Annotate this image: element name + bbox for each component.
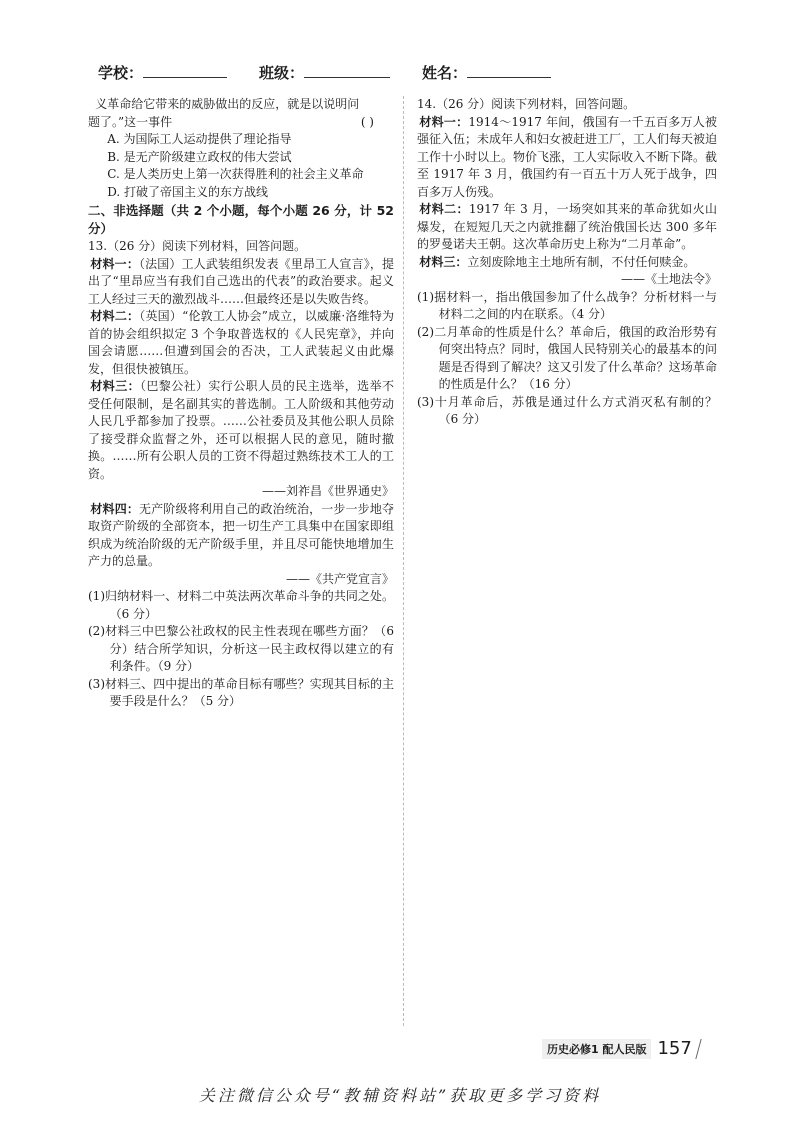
- name-blank[interactable]: [467, 63, 551, 78]
- handwritten-note: 关注微信公众号“教辅资料站”获取更多学习资料: [198, 1086, 602, 1105]
- q12-option-c[interactable]: C. 是人类历史上第一次获得胜利的社会主义革命: [107, 167, 364, 181]
- page-footer: [542, 1038, 699, 1059]
- footer-slash: [695, 1039, 701, 1059]
- q13-m2-text: （英国）“伦敦工人协会”成立，以威廉·洛维特为首的协会组织拟定 3 个争取普选权的《人民宪章》，并向国会请愿……但遭到国会的否决，工人武装起义由此爆发，但很快被镇压。: [88, 309, 394, 376]
- q12-answer-paren[interactable]: ( ): [360, 114, 374, 129]
- right-column: [417, 96, 717, 429]
- q13-question-3: (3)材料三、四中提出的革命目标有哪些？实现其目标的主要手段是什么？（5 分）: [88, 676, 394, 708]
- q12-continuation: 义革命给它带来的威胁做出的反应，就是以说明问 题了。”这一事件 ( ): [88, 96, 394, 131]
- school-label: 学校：: [98, 64, 144, 82]
- q14-m3-label: 材料三：: [419, 254, 468, 269]
- q14-m1-label: 材料一：: [419, 114, 469, 129]
- class-label: 班级：: [259, 64, 305, 82]
- q14-material-1: [417, 114, 717, 202]
- class-field: [259, 62, 390, 83]
- q14-question-3: (3)十月革命后，苏俄是通过什么方式消灭私有制的？（6 分）: [417, 394, 717, 426]
- q13-material-1: [88, 256, 394, 309]
- q13-m2-label: 材料二：: [90, 309, 140, 323]
- q13-m3-source: ——刘祚昌《世界通史》: [261, 484, 394, 498]
- q14-m1-text: 1914～1917 年间，俄国有一千五百多万人被强征入伍；未成年人和妇女被赶进工厂，工人们每天被迫工作十小时以上。物价飞涨，工人实际收入不断下降。截至 1917 年 3 月，俄国约有一百五十万人死于战争，四百多万人伤残。: [417, 114, 718, 199]
- section-title: 二、非选择题（共 2 个小题，每个小题 26 分，计 52 分）: [88, 203, 394, 236]
- q13-stem: 13.（26 分）阅读下列材料，回答问题。: [88, 239, 307, 253]
- q13-m4-text: 无产阶级将利用自己的政治统治，一步一步地夺取资产阶级的全部资本，把一切生产工具集中在国家即组织成为统治阶级的无产阶级手里，并且尽可能快地增加生产力的总量。: [88, 501, 394, 568]
- column-divider: [403, 96, 404, 1026]
- q12-option-d[interactable]: D. 打破了帝国主义的东方战线: [107, 184, 269, 199]
- name-label: 姓名：: [422, 64, 468, 82]
- school-field: [98, 62, 227, 83]
- q14-m3-source: ——《土地法令》: [620, 272, 717, 286]
- left-column: [88, 96, 394, 711]
- q13-question-2: (2)材料三中巴黎公社政权的民主性表现在哪些方面？（6 分）结合所学知识，分析这一民主政权得以建立的有利条件。（9 分）: [88, 624, 394, 673]
- page-number: 157: [657, 1038, 692, 1059]
- q13-m3-text: （巴黎公社）实行公职人员的民主选举，选举不受任何限制，是名副其实的普选制。工人阶级和其他劳动人民几乎都参加了投票。……公社委员及其他公职人员除了接受群众监督之外，还可以根据人民的意见，随时撤换。……所有公职人员的工资不得超过熟练技术工人的工资。: [88, 379, 394, 481]
- q14-question-2: (2)二月革命的性质是什么？革命后，俄国的政治形势有何突出特点？同时，俄国人民特别关心的最基本的问题是否得到了解决？这又引发了什么革命？这场革命的性质是什么？（16 分）: [417, 324, 717, 391]
- q13-m4-label: 材料四：: [90, 501, 139, 516]
- q13-material-2: [88, 308, 394, 378]
- q14-question-1: (1)据材料一，指出俄国参加了什么战争？分析材料一与材料二之间的内在联系。（4 分）: [417, 289, 717, 321]
- q14-material-2: [417, 201, 717, 254]
- q14-material-3: [417, 254, 717, 272]
- q13-material-3: [88, 378, 394, 483]
- name-field: [422, 62, 551, 83]
- q13-question-1: (1)归纳材料一、材料二中英法两次革命斗争的共同之处。（6 分）: [88, 589, 394, 621]
- q12-option-b[interactable]: B. 是无产阶级建立政权的伟大尝试: [107, 149, 292, 164]
- q14-m2-text: 1917 年 3 月，一场突如其来的革命犹如火山爆发，在短短几天之内就推翻了统治俄国长达 300 多年的罗曼诺夫王朝。这次革命历史上称为“二月革命”。: [417, 202, 717, 251]
- school-blank[interactable]: [143, 63, 227, 78]
- q12-option-a[interactable]: A. 为国际工人运动提供了理论指导: [107, 132, 292, 146]
- q14-stem: 14.（26 分）阅读下列材料，回答问题。: [417, 97, 636, 111]
- book-title: 历史必修1 配人民版: [542, 1039, 651, 1059]
- q12-continuation-end: 题了。”这一事件: [88, 114, 173, 129]
- q13-material-4: [88, 501, 394, 571]
- q14-m2-label: 材料二：: [419, 202, 469, 216]
- q13-m4-source: ——《共产党宣言》: [285, 571, 394, 586]
- q13-m1-text: （法国）工人武装组织发表《里昂工人宣言》，提出了“里昂应当有我们自己选出的代表”的政治要求。起义工人经过三天的激烈战斗……但最终还是以失败告终。: [88, 256, 394, 306]
- q13-m1-label: 材料一：: [90, 256, 139, 271]
- q14-m3-text: 立刻废除地主土地所有制，不付任何赎金。: [467, 254, 696, 269]
- student-info-header: [98, 62, 551, 83]
- q13-m3-label: 材料三：: [90, 379, 140, 393]
- class-blank[interactable]: [304, 63, 390, 78]
